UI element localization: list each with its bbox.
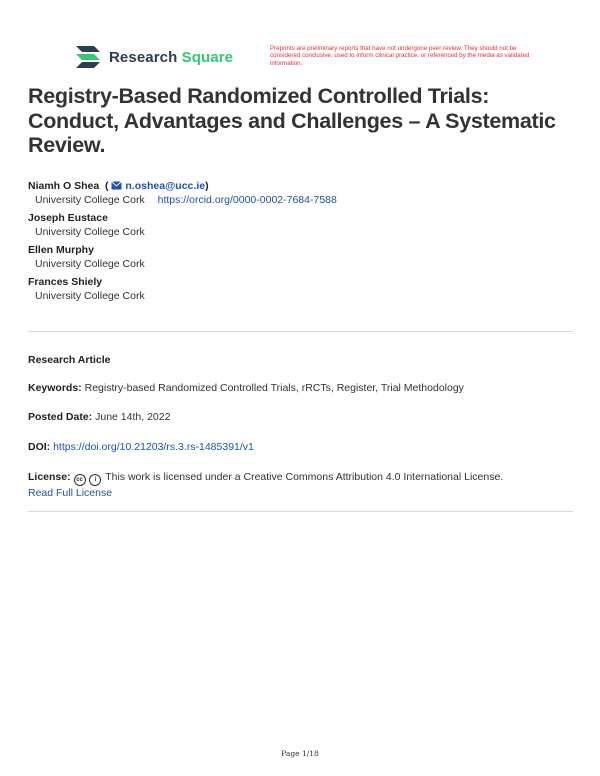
author-name: Ellen Murphy: [28, 244, 94, 256]
orcid-link[interactable]: https://orcid.org/0000-0002-7684-7588: [157, 194, 337, 206]
author-email-link[interactable]: [109, 180, 206, 192]
author-affiliation: University College Cork: [35, 258, 145, 270]
license: [28, 470, 573, 500]
license-label: License:: [28, 471, 71, 483]
research-square-logo-icon: [74, 44, 102, 70]
doi-label: DOI:: [28, 441, 51, 453]
affiliation-text: University College Cork: [35, 194, 145, 206]
keywords-value: Registry-based Randomized Controlled Trials, rRCTs, Register, Trial Methodology: [84, 382, 464, 394]
posted-date-label: Posted Date:: [28, 411, 93, 423]
license-text: This work is licensed under a Creative Commons Attribution 4.0 International License.: [105, 471, 504, 483]
keywords-label: Keywords:: [28, 382, 82, 394]
article-type-label: Research Article: [28, 354, 111, 366]
brand-name: [109, 49, 233, 66]
doi: [28, 440, 573, 454]
posted-date: [28, 410, 573, 424]
author-name: Joseph Eustace: [28, 212, 108, 224]
author-name: Frances Shiely: [28, 276, 103, 288]
brand-header: [74, 44, 233, 70]
author-affiliation: [35, 194, 588, 207]
author-affiliation: University College Cork: [35, 290, 145, 302]
divider: [28, 331, 573, 332]
read-full-license-link[interactable]: Read Full License: [28, 487, 113, 499]
keywords: [28, 381, 573, 395]
creative-commons-icon: cc: [74, 474, 86, 486]
article-type: [28, 353, 573, 367]
paper-title: Registry-Based Randomized Controlled Trials: Conduct, Advantages and Challenges – A Systematic Review.: [28, 84, 556, 157]
attribution-icon: i: [89, 474, 101, 486]
posted-date-value: June 14th, 2022: [95, 411, 171, 423]
envelope-icon: [111, 181, 122, 190]
divider: [28, 511, 573, 512]
preprint-notice: Preprints are preliminary reports that have not undergone peer review. They should not be considered conclusive, used to inform clinical practice, or referenced by the media as validated information.: [270, 45, 530, 67]
author-item: Niamh O Shea ( n.oshea@ucc.ie): [28, 180, 209, 192]
author-list: [28, 180, 588, 308]
author-email: n.oshea@ucc.ie: [125, 180, 206, 192]
author-name: Niamh O Shea: [28, 180, 100, 192]
doi-link[interactable]: https://doi.org/10.21203/rs.3.rs-1485391/v1: [53, 441, 254, 453]
brand-name-part2: Square: [181, 48, 234, 66]
author-affiliation: University College Cork: [35, 226, 145, 238]
page-number: Page 1/18: [281, 749, 319, 758]
brand-name-part1: Research: [109, 48, 178, 66]
